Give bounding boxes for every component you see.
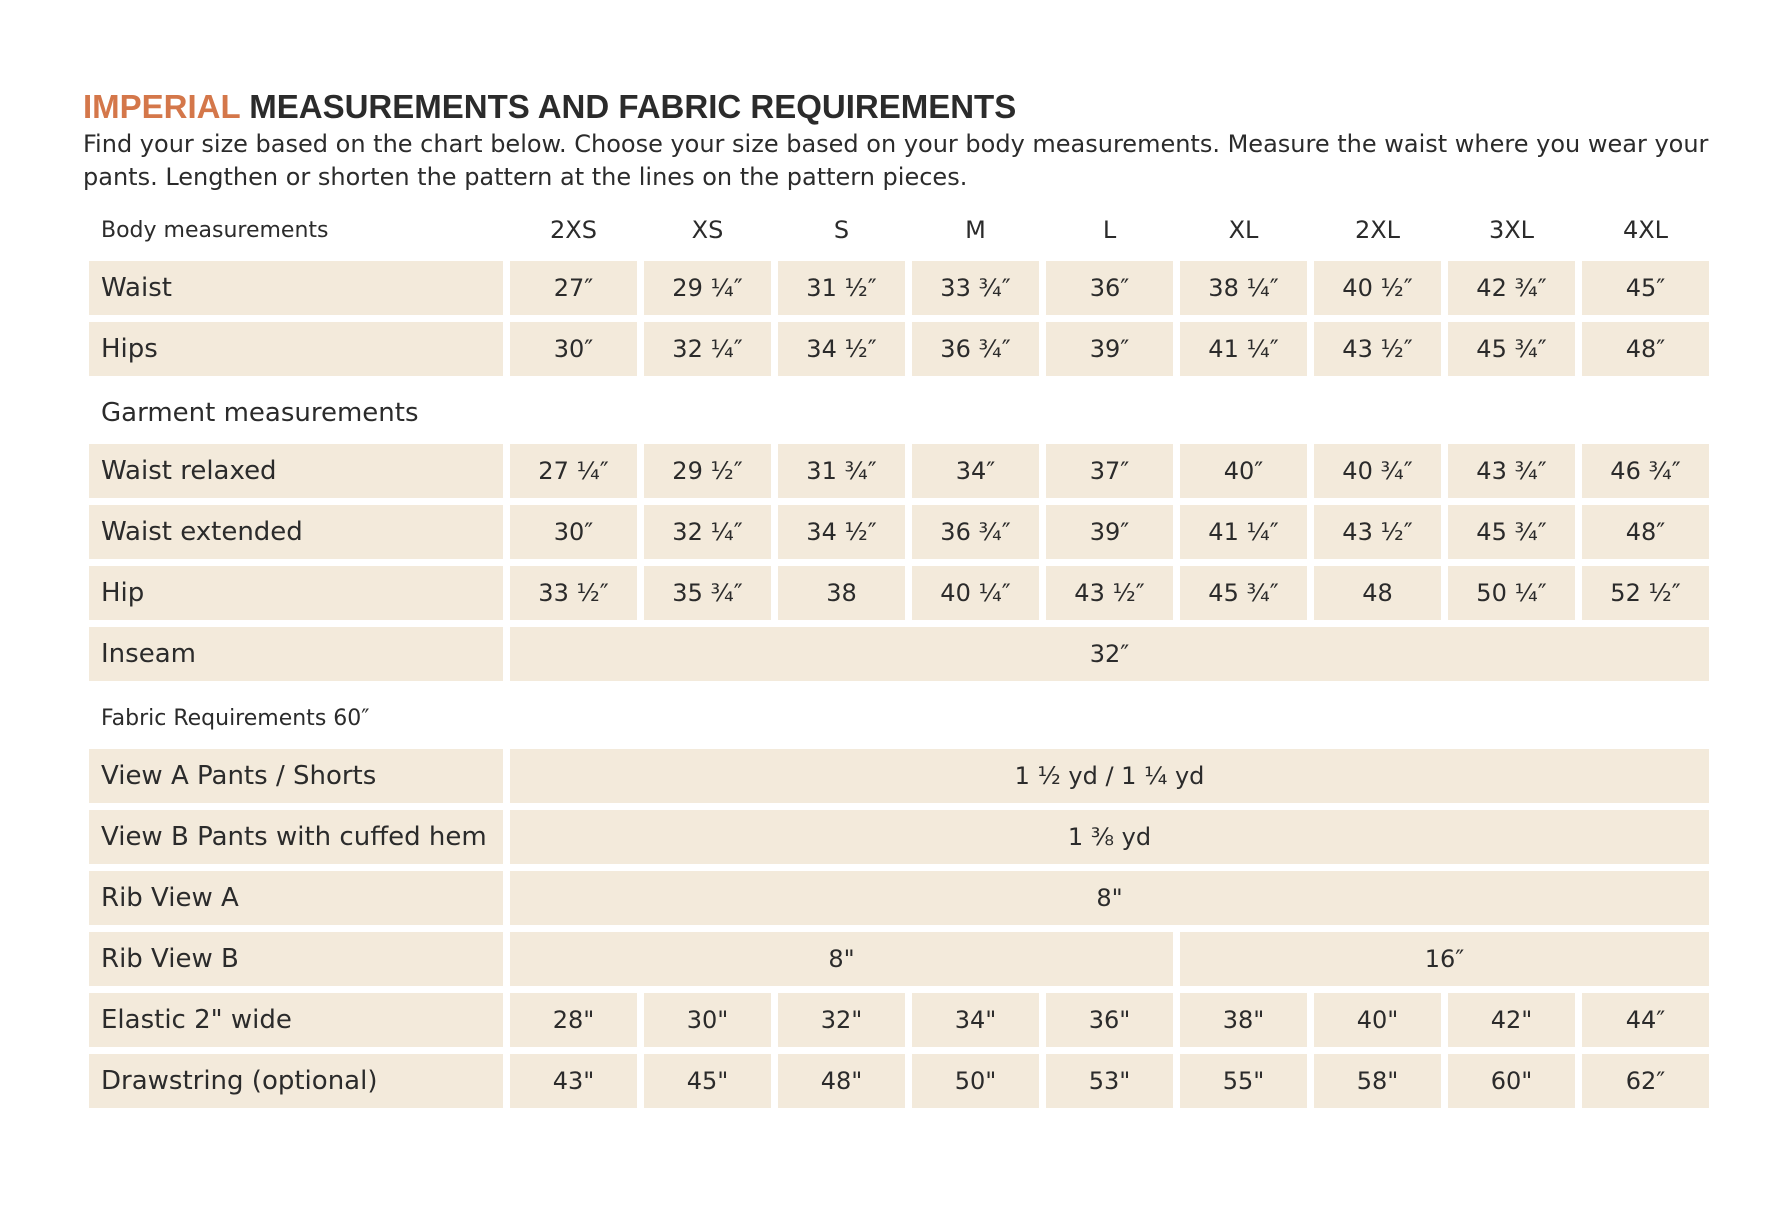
value-cell: 32" xyxy=(778,993,905,1047)
size-header: 2XS xyxy=(550,216,597,244)
value-cell: 34 ½″ xyxy=(778,505,905,559)
value-cell: 8" xyxy=(510,871,1709,925)
size-header: XL xyxy=(1228,216,1259,244)
value-cell: 33 ½″ xyxy=(510,566,637,620)
value-cell: 42" xyxy=(1448,993,1575,1047)
title-rest: MEASUREMENTS AND FABRIC REQUIREMENTS xyxy=(249,88,1017,125)
value-cell: 62″ xyxy=(1582,1054,1709,1108)
value-cell: 58" xyxy=(1314,1054,1441,1108)
value-cell: 43" xyxy=(510,1054,637,1108)
value-cell: 48 xyxy=(1314,566,1441,620)
row-label: Hips xyxy=(89,322,503,376)
size-header: 3XL xyxy=(1488,216,1535,244)
row-label: Drawstring (optional) xyxy=(89,1054,503,1108)
value-cell: 40″ xyxy=(1180,444,1307,498)
value-cell: 45 ¾″ xyxy=(1448,322,1575,376)
section-heading: Garment measurements xyxy=(101,398,419,428)
row-label: View A Pants / Shorts xyxy=(89,749,503,803)
value-cell: 30" xyxy=(644,993,771,1047)
value-cell: 27″ xyxy=(510,261,637,315)
section-heading: Body measurements xyxy=(101,217,329,243)
value-cell: 39″ xyxy=(1046,505,1173,559)
value-cell: 36 ¾″ xyxy=(912,505,1039,559)
row-label: Hip xyxy=(89,566,503,620)
value-cell: 27 ¼″ xyxy=(510,444,637,498)
size-header: XS xyxy=(691,216,724,244)
value-cell: 40 ¼″ xyxy=(912,566,1039,620)
value-cell: 8" xyxy=(510,932,1173,986)
size-header: 4XL xyxy=(1622,216,1669,244)
value-cell: 35 ¾″ xyxy=(644,566,771,620)
value-cell: 36 ¾″ xyxy=(912,322,1039,376)
value-cell: 37″ xyxy=(1046,444,1173,498)
value-cell: 30″ xyxy=(510,505,637,559)
intro-text: Find your size based on the chart below. Choose your size based on your body measurements. Measure the waist where you wear your pants. Lengthen or shorten the pattern at the lines on the pattern pieces. xyxy=(83,130,1709,191)
value-cell: 32″ xyxy=(510,627,1709,681)
row-label: Waist xyxy=(89,261,503,315)
value-cell: 29 ¼″ xyxy=(644,261,771,315)
value-cell: 44″ xyxy=(1582,993,1709,1047)
row-label: Rib View A xyxy=(89,871,503,925)
value-cell: 36" xyxy=(1046,993,1173,1047)
value-cell: 38 xyxy=(778,566,905,620)
value-cell: 48″ xyxy=(1582,505,1709,559)
value-cell: 34″ xyxy=(912,444,1039,498)
value-cell: 60" xyxy=(1448,1054,1575,1108)
row-label: View B Pants with cuffed hem xyxy=(89,810,503,864)
row-label: Inseam xyxy=(89,627,503,681)
value-cell: 45″ xyxy=(1582,261,1709,315)
size-header: L xyxy=(1102,216,1117,244)
value-cell: 33 ¾″ xyxy=(912,261,1039,315)
value-cell: 43 ½″ xyxy=(1314,322,1441,376)
value-cell: 39″ xyxy=(1046,322,1173,376)
value-cell: 32 ¼″ xyxy=(644,505,771,559)
row-label: Elastic 2" wide xyxy=(89,993,503,1047)
value-cell: 28" xyxy=(510,993,637,1047)
value-cell: 30″ xyxy=(510,322,637,376)
value-cell: 52 ½″ xyxy=(1582,566,1709,620)
value-cell: 50" xyxy=(912,1054,1039,1108)
row-label: Waist relaxed xyxy=(89,444,503,498)
value-cell: 34 ½″ xyxy=(778,322,905,376)
section-heading: Fabric Requirements 60″ xyxy=(101,705,370,731)
value-cell: 55" xyxy=(1180,1054,1307,1108)
value-cell: 38" xyxy=(1180,993,1307,1047)
value-cell: 46 ¾″ xyxy=(1582,444,1709,498)
size-header: S xyxy=(833,216,850,244)
value-cell: 45" xyxy=(644,1054,771,1108)
value-cell: 1 ½ yd / 1 ¼ yd xyxy=(510,749,1709,803)
value-cell: 43 ½″ xyxy=(1314,505,1441,559)
size-header: 2XL xyxy=(1354,216,1401,244)
value-cell: 38 ¼″ xyxy=(1180,261,1307,315)
value-cell: 48" xyxy=(778,1054,905,1108)
value-cell: 43 ½″ xyxy=(1046,566,1173,620)
value-cell: 31 ½″ xyxy=(778,261,905,315)
value-cell: 32 ¼″ xyxy=(644,322,771,376)
value-cell: 41 ¼″ xyxy=(1180,322,1307,376)
value-cell: 50 ¼″ xyxy=(1448,566,1575,620)
value-cell: 43 ¾″ xyxy=(1448,444,1575,498)
value-cell: 34" xyxy=(912,993,1039,1047)
title-accent: IMPERIAL xyxy=(83,88,241,125)
size-header: M xyxy=(965,216,986,244)
value-cell: 1 ⅜ yd xyxy=(510,810,1709,864)
value-cell: 40 ¾″ xyxy=(1314,444,1441,498)
row-label: Rib View B xyxy=(89,932,503,986)
value-cell: 42 ¾″ xyxy=(1448,261,1575,315)
value-cell: 40" xyxy=(1314,993,1441,1047)
value-cell: 45 ¾″ xyxy=(1180,566,1307,620)
value-cell: 48″ xyxy=(1582,322,1709,376)
row-label: Waist extended xyxy=(89,505,503,559)
value-cell: 45 ¾″ xyxy=(1448,505,1575,559)
value-cell: 31 ¾″ xyxy=(778,444,905,498)
value-cell: 36″ xyxy=(1046,261,1173,315)
value-cell: 41 ¼″ xyxy=(1180,505,1307,559)
value-cell: 16″ xyxy=(1180,932,1709,986)
value-cell: 40 ½″ xyxy=(1314,261,1441,315)
value-cell: 29 ½″ xyxy=(644,444,771,498)
value-cell: 53" xyxy=(1046,1054,1173,1108)
